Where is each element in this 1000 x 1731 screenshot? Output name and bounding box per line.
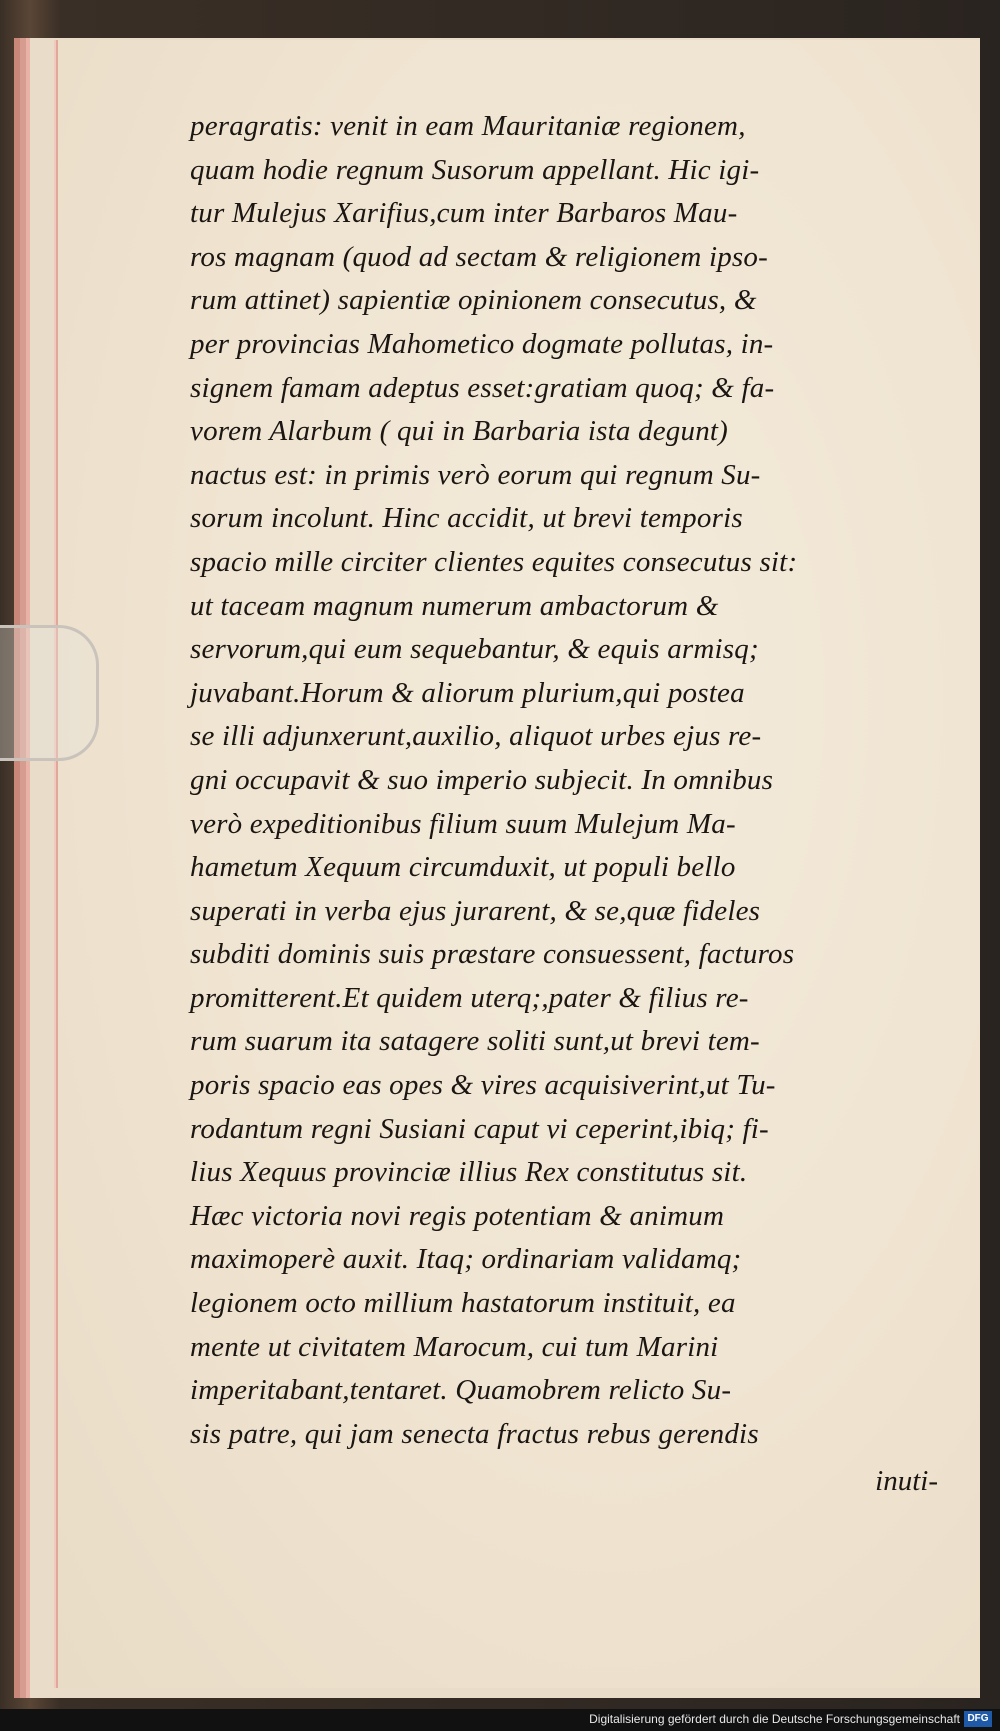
text-line: verò expeditionibus filium suum Mulejum Ma- (190, 807, 736, 840)
text-line: rum suarum ita satagere soliti sunt,ut brevi tem- (190, 1025, 760, 1058)
text-line: subditi dominis suis præstare consuessent, facturos (190, 938, 795, 971)
text-line: imperitabant,tentaret. Quamobrem relicto Su- (190, 1374, 732, 1407)
footer-credit: Digitalisierung gefördert durch die Deutsche Forschungsgemeinschaft (589, 1712, 960, 1726)
dfg-logo-icon: DFG (964, 1711, 992, 1727)
text-line: spacio mille circiter clientes equites consecutus sit: (190, 545, 798, 578)
catchword: inuti- (875, 1465, 938, 1497)
text-line: promitterent.Et quidem uterq;,pater & filius re- (190, 981, 749, 1014)
page-clip (0, 625, 99, 761)
text-line: superati in verba ejus jurarent, & se,quæ fideles (190, 894, 761, 927)
text-line: rum attinet) sapientiæ opinionem consecutus, & (190, 284, 757, 317)
text-line: nactus est: in primis verò eorum qui regnum Su- (190, 458, 761, 491)
text-line: poris spacio eas opes & vires acquisiverint,ut Tu- (190, 1069, 776, 1102)
text-line: rodantum regni Susiani caput vi ceperint,ibiq; fi- (190, 1112, 769, 1145)
text-line: per provincias Mahometico dogmate pollutas, in- (190, 327, 774, 360)
text-line: tur Mulejus Xarifius,cum inter Barbaros Mau- (190, 197, 738, 230)
text-line: vorem Alarbum ( qui in Barbaria ista degunt) (190, 415, 729, 448)
text-line: sis patre, qui jam senecta fractus rebus gerendis (190, 1417, 759, 1450)
text-line: gni occupavit & suo imperio subjecit. In omnibus (190, 763, 774, 796)
text-line: servorum,qui eum sequebantur, & equis armisq; (190, 633, 759, 666)
text-line: maximoperè auxit. Itaq; ordinariam validamq; (190, 1243, 742, 1276)
text-line: lius Xequus provinciæ illius Rex constitutus sit. (190, 1156, 748, 1189)
text-line: se illi adjunxerunt,auxilio, aliquot urbes ejus re- (190, 720, 762, 753)
text-line: quam hodie regnum Susorum appellant. Hic igi- (190, 153, 760, 186)
text-line: legionem octo millium hastatorum instituit, ea (190, 1287, 736, 1320)
text-line: juvabant.Horum & aliorum plurium,qui postea (190, 676, 745, 709)
text-line: signem famam adeptus esset:gratiam quoq; & fa- (190, 371, 775, 404)
text-line: peragratis: venit in eam Mauritaniæ regionem, (190, 110, 746, 142)
text-line: ut taceam magnum numerum ambactorum & (190, 589, 719, 622)
text-line: sorum incolunt. Hinc accidit, ut brevi temporis (190, 502, 743, 535)
page-text (190, 105, 935, 1456)
text-line: ros magnam (quod ad sectam & religionem ipso- (190, 240, 768, 273)
text-line: hametum Xequum circumduxit, ut populi bello (190, 851, 736, 884)
text-line: Hæc victoria novi regis potentiam & animum (190, 1199, 725, 1232)
text-line: mente ut civitatem Marocum, cui tum Marini (190, 1330, 719, 1363)
